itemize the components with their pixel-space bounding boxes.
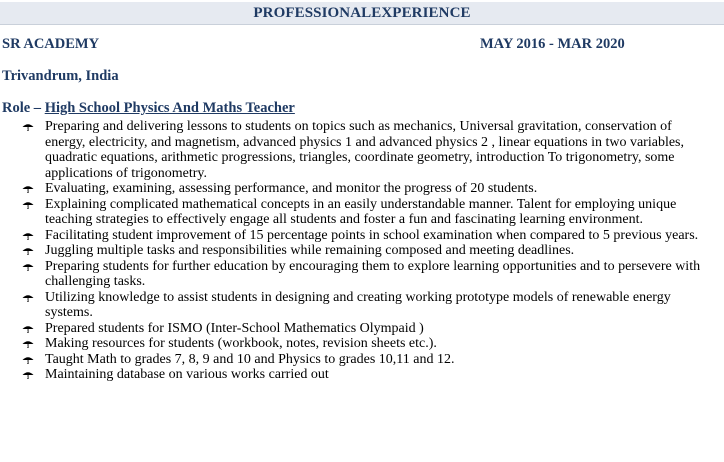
- role-title: High School Physics And Maths Teacher: [44, 100, 295, 116]
- duty-text: Juggling multiple tasks and responsibilities while remaining composed and meeting deadlines.: [45, 243, 575, 258]
- duty-item: [22, 197, 712, 228]
- job-location: Trivandrum, India: [2, 68, 119, 84]
- umbrella-bullet-icon: [22, 200, 34, 209]
- umbrella-bullet-icon: [22, 355, 34, 364]
- employer-name: SR ACADEMY: [2, 36, 100, 52]
- umbrella-bullet-icon: [22, 370, 34, 379]
- duty-text: Utilizing knowledge to assist students in designing and creating working prototype models of renewable energy systems.: [45, 289, 671, 320]
- umbrella-bullet-icon: [22, 339, 34, 348]
- umbrella-bullet-icon: [22, 324, 34, 333]
- duty-text: Making resources for students (workbook, notes, revision sheets etc.).: [45, 336, 437, 351]
- duty-text: Facilitating student improvement of 15 percentage points in school examination when compared to 5 previous years.: [45, 227, 699, 243]
- duty-item: [22, 228, 712, 244]
- duty-text: Evaluating, examining, assessing performance, and monitor the progress of 20 students.: [45, 181, 538, 196]
- role-line: [2, 100, 295, 117]
- duty-text: Taught Math to grades 7, 8, 9 and 10 and Physics to grades 10,11 and 12.: [45, 351, 455, 367]
- duty-item: [22, 352, 712, 368]
- umbrella-bullet-icon: [22, 246, 34, 255]
- duty-item: [22, 336, 712, 352]
- duty-text: Preparing students for further education by encouraging them to explore learning opportunities and to persevere with challenging tasks.: [45, 258, 701, 289]
- duty-item: [22, 259, 712, 290]
- umbrella-bullet-icon: [22, 184, 34, 193]
- duty-item: [22, 243, 712, 259]
- duty-item: [22, 119, 712, 181]
- duties-list: [22, 119, 712, 383]
- duty-text: Prepared students for ISMO (Inter-School Mathematics Olympaid ): [45, 320, 424, 336]
- umbrella-bullet-icon: [22, 293, 34, 302]
- duty-text: Maintaining database on various works carried out: [45, 367, 329, 382]
- duty-item: [22, 321, 712, 337]
- duty-item: [22, 181, 712, 197]
- duty-item: [22, 367, 712, 383]
- section-title: PROFESSIONALEXPERIENCE: [253, 5, 471, 21]
- duty-text: Explaining complicated mathematical concepts in an easily understandable manner. Talent for employing unique teaching strategies to effectively engage all students and foster a fun and fascinating learning environment.: [45, 196, 677, 227]
- umbrella-bullet-icon: [22, 122, 34, 131]
- umbrella-bullet-icon: [22, 231, 34, 240]
- header-divider: [0, 24, 724, 25]
- role-prefix: Role –: [2, 100, 45, 116]
- employment-dates: MAY 2016 - MAR 2020: [480, 36, 625, 52]
- duty-text: Preparing and delivering lessons to students on topics such as mechanics, Universal gravitation, conservation of energy, electricity, and magnetism, advanced physics 1 and advanced physics 2 , linear equations in two variables, quadratic equations, arithmetic progressions, triangles, coordinate geometry, introduction To trigonometry, some applications of trigonometry.: [45, 119, 685, 181]
- duty-item: [22, 290, 712, 321]
- umbrella-bullet-icon: [22, 262, 34, 271]
